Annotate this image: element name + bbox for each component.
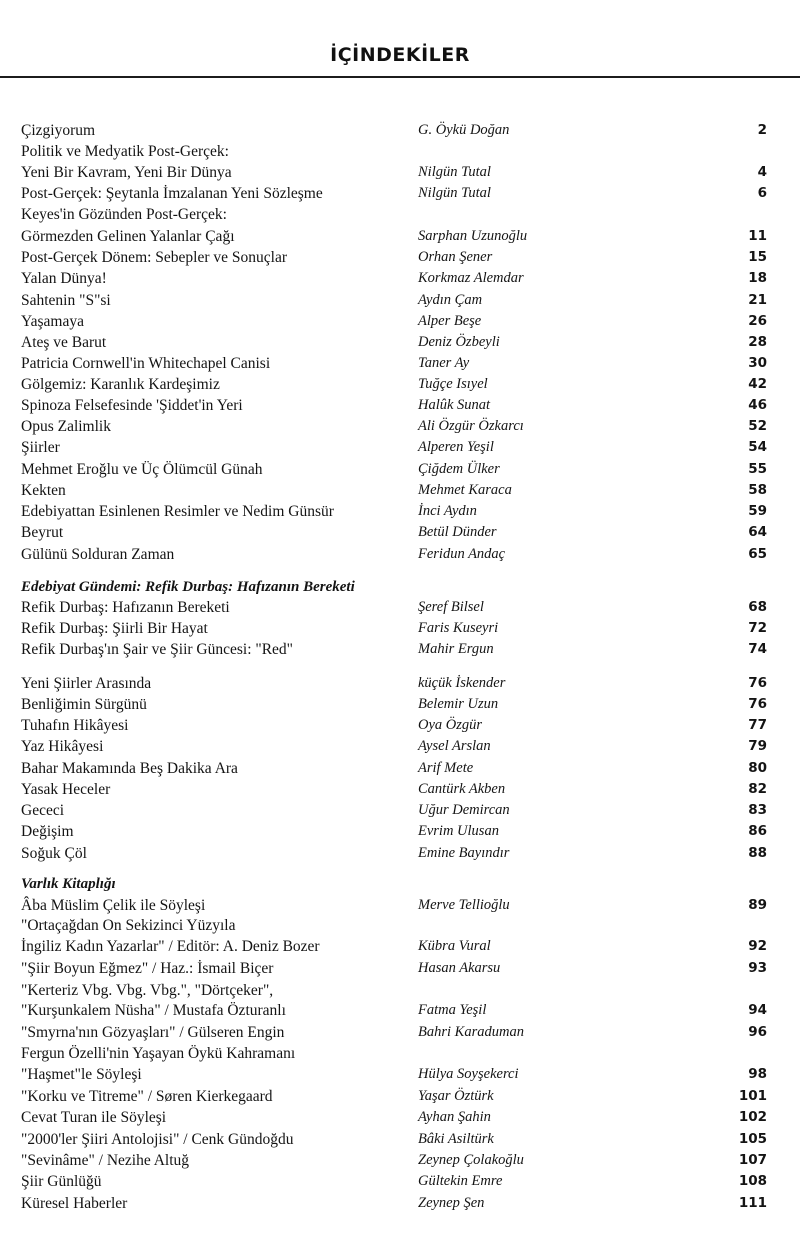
entry-page-number: 15 bbox=[748, 249, 767, 265]
entry-author: Fatma Yeşil bbox=[418, 1002, 487, 1018]
entry-page-number: 72 bbox=[748, 620, 767, 636]
toc-entry bbox=[0, 1022, 800, 1043]
entry-author: küçük İskender bbox=[418, 675, 506, 691]
entry-page-number: 105 bbox=[738, 1131, 767, 1147]
toc-entry bbox=[0, 758, 800, 779]
entry-author: Korkmaz Alemdar bbox=[418, 270, 524, 286]
entry-title: Benliğimin Sürgünü bbox=[21, 696, 147, 713]
entry-author: Belemir Uzun bbox=[418, 696, 499, 712]
entry-author: Alper Beşe bbox=[418, 313, 482, 329]
toc-entry bbox=[0, 736, 800, 757]
entry-title: Âba Müslim Çelik ile Söyleşi bbox=[21, 897, 206, 914]
toc-entry bbox=[0, 1129, 800, 1150]
entry-author: Hasan Akarsu bbox=[418, 960, 501, 976]
entry-title: Politik ve Medyatik Post-Gerçek: bbox=[21, 143, 229, 160]
entry-page-number: 64 bbox=[748, 524, 767, 540]
entry-title: Yaz Hikâyesi bbox=[21, 738, 104, 755]
entry-author: Ali Özgür Özkarcı bbox=[418, 418, 524, 434]
entry-page-number: 92 bbox=[748, 938, 767, 954]
entry-title: Fergun Özelli'nin Yaşayan Öykü Kahramanı bbox=[21, 1045, 296, 1062]
toc-entry bbox=[0, 1107, 800, 1128]
entry-title: "Kurşunkalem Nüsha" / Mustafa Özturanlı bbox=[21, 1002, 286, 1019]
entry-title: "Haşmet"le Söyleşi bbox=[21, 1066, 142, 1083]
entry-title: Mehmet Eroğlu ve Üç Ölümcül Günah bbox=[21, 461, 263, 478]
entry-title: Değişim bbox=[21, 823, 74, 840]
entry-page-number: 26 bbox=[748, 313, 767, 329]
entry-page-number: 76 bbox=[748, 675, 767, 691]
entry-page-number: 80 bbox=[748, 760, 767, 776]
entry-author: Sarphan Uzunoğlu bbox=[418, 228, 528, 244]
toc-entry bbox=[0, 226, 800, 247]
toc-entry bbox=[0, 1000, 800, 1021]
entry-author: Nilgün Tutal bbox=[418, 185, 491, 201]
entry-title: Spinoza Felsefesinde 'Şiddet'in Yeri bbox=[21, 397, 243, 414]
toc-entry bbox=[0, 915, 800, 936]
toc-entry bbox=[0, 353, 800, 374]
entry-page-number: 79 bbox=[748, 738, 767, 754]
entry-title: Beyrut bbox=[21, 524, 64, 541]
entry-title: Gececi bbox=[21, 802, 65, 819]
toc-entry bbox=[0, 800, 800, 821]
toc-entry bbox=[0, 673, 800, 694]
entry-page-number: 107 bbox=[738, 1152, 767, 1168]
entry-title: Refik Durbaş: Hafızanın Bereketi bbox=[21, 599, 230, 616]
entry-title: "2000'ler Şiiri Antolojisi" / Cenk Gündoğdu bbox=[21, 1131, 294, 1148]
entry-title: "Sevinâme" / Nezihe Altuğ bbox=[21, 1152, 190, 1169]
entry-author: Zeynep Çolakoğlu bbox=[418, 1152, 524, 1168]
entry-author: Taner Ay bbox=[418, 355, 470, 371]
toc-entry bbox=[0, 895, 800, 916]
entry-title: Küresel Haberler bbox=[21, 1195, 128, 1212]
toc-entry bbox=[0, 522, 800, 543]
entry-title: Sahtenin "S"si bbox=[21, 292, 111, 309]
entry-page-number: 28 bbox=[748, 334, 767, 350]
entry-author: Hülya Soyşekerci bbox=[418, 1066, 519, 1082]
toc-entry bbox=[0, 843, 800, 864]
entry-author: Mahir Ergun bbox=[418, 641, 494, 657]
toc-entry bbox=[0, 715, 800, 736]
entry-author: Emine Bayındır bbox=[418, 845, 510, 861]
entry-title: İngiliz Kadın Yazarlar" / Editör: A. Deniz Bozer bbox=[21, 938, 320, 955]
entry-page-number: 76 bbox=[748, 696, 767, 712]
toc-entry bbox=[0, 1086, 800, 1107]
entry-author: Zeynep Şen bbox=[418, 1195, 485, 1211]
toc-entry bbox=[0, 618, 800, 639]
entry-title: "Şiir Boyun Eğmez" / Haz.: İsmail Biçer bbox=[21, 960, 274, 977]
section-title: Varlık Kitaplığı bbox=[21, 876, 116, 892]
entry-page-number: 86 bbox=[748, 823, 767, 839]
toc-entry bbox=[0, 480, 800, 501]
entry-title: Refik Durbaş'ın Şair ve Şiir Güncesi: "Red" bbox=[21, 641, 294, 658]
toc-entry bbox=[0, 459, 800, 480]
toc-entry bbox=[0, 1171, 800, 1192]
entry-title: Soğuk Çöl bbox=[21, 845, 87, 862]
toc-entry bbox=[0, 204, 800, 225]
entry-title: Tuhafın Hikâyesi bbox=[21, 717, 129, 734]
entry-title: Yeni Şiirler Arasında bbox=[21, 675, 152, 692]
toc-entry bbox=[0, 437, 800, 458]
entry-title: Ateş ve Barut bbox=[21, 334, 107, 351]
entry-page-number: 88 bbox=[748, 845, 767, 861]
entry-title: Yeni Bir Kavram, Yeni Bir Dünya bbox=[21, 164, 232, 181]
entry-page-number: 30 bbox=[748, 355, 767, 371]
toc-entry bbox=[0, 247, 800, 268]
entry-page-number: 52 bbox=[748, 418, 767, 434]
entry-page-number: 58 bbox=[748, 482, 767, 498]
entry-title: Cevat Turan ile Söyleşi bbox=[21, 1109, 167, 1126]
entry-page-number: 46 bbox=[748, 397, 767, 413]
section-heading bbox=[0, 874, 800, 895]
entry-author: Mehmet Karaca bbox=[418, 482, 512, 498]
entry-title: "Korku ve Titreme" / Søren Kierkegaard bbox=[21, 1088, 273, 1105]
entry-author: Deniz Özbeyli bbox=[418, 334, 500, 350]
entry-page-number: 74 bbox=[748, 641, 767, 657]
entry-title: Yasak Heceler bbox=[21, 781, 111, 798]
entry-title: "Smyrna'nın Gözyaşları" / Gülseren Engin bbox=[21, 1024, 285, 1041]
entry-page-number: 89 bbox=[748, 897, 767, 913]
entry-title: Edebiyattan Esinlenen Resimler ve Nedim Günsür bbox=[21, 503, 334, 520]
entry-title: Şiirler bbox=[21, 439, 60, 456]
toc-entry bbox=[0, 958, 800, 979]
toc-entry bbox=[0, 501, 800, 522]
entry-page-number: 83 bbox=[748, 802, 767, 818]
entry-page-number: 96 bbox=[748, 1024, 767, 1040]
entry-author: Cantürk Akben bbox=[418, 781, 506, 797]
toc-entry bbox=[0, 311, 800, 332]
entry-page-number: 54 bbox=[748, 439, 767, 455]
entry-page-number: 111 bbox=[738, 1195, 767, 1211]
entry-page-number: 18 bbox=[748, 270, 767, 286]
entry-title: "Ortaçağdan On Sekizinci Yüzyıla bbox=[21, 917, 236, 934]
entry-author: Evrim Ulusan bbox=[418, 823, 499, 839]
toc-entry bbox=[0, 639, 800, 660]
entry-title: Post-Gerçek: Şeytanla İmzalanan Yeni Sözleşme bbox=[21, 185, 323, 202]
entry-author: Bâki Asiltürk bbox=[418, 1131, 494, 1147]
entry-author: İnci Aydın bbox=[418, 503, 477, 519]
entry-page-number: 6 bbox=[757, 185, 767, 201]
entry-page-number: 77 bbox=[748, 717, 767, 733]
entry-title: "Kerteriz Vbg. Vbg. Vbg.", "Dörtçeker", bbox=[21, 982, 274, 999]
toc-entry bbox=[0, 162, 800, 183]
entry-page-number: 4 bbox=[757, 164, 767, 180]
entry-author: Nilgün Tutal bbox=[418, 164, 491, 180]
entry-title: Çizgiyorum bbox=[21, 122, 96, 139]
entry-author: Yaşar Öztürk bbox=[418, 1088, 494, 1104]
entry-page-number: 42 bbox=[748, 376, 767, 392]
toc-entry bbox=[0, 936, 800, 957]
toc-entry bbox=[0, 120, 800, 141]
entry-title: Yalan Dünya! bbox=[21, 270, 107, 287]
entry-author: G. Öykü Doğan bbox=[418, 122, 510, 138]
entry-author: Çiğdem Ülker bbox=[418, 461, 500, 477]
entry-title: Şiir Günlüğü bbox=[21, 1173, 102, 1190]
toc-entry bbox=[0, 1193, 800, 1214]
entry-page-number: 68 bbox=[748, 599, 767, 615]
section-heading bbox=[0, 577, 800, 598]
entry-page-number: 82 bbox=[748, 781, 767, 797]
toc-entry bbox=[0, 821, 800, 842]
toc-entry bbox=[0, 1064, 800, 1085]
entry-author: Betül Dünder bbox=[418, 524, 497, 540]
toc-entry bbox=[0, 1043, 800, 1064]
entry-author: Bahri Karaduman bbox=[418, 1024, 524, 1040]
entry-page-number: 93 bbox=[748, 960, 767, 976]
entry-title: Keyes'in Gözünden Post-Gerçek: bbox=[21, 206, 227, 223]
toc-entry bbox=[0, 332, 800, 353]
entry-author: Şeref Bilsel bbox=[418, 599, 484, 615]
entry-author: Kübra Vural bbox=[418, 938, 491, 954]
entry-title: Gölgemiz: Karanlık Kardeşimiz bbox=[21, 376, 220, 393]
entry-author: Alperen Yeşil bbox=[418, 439, 494, 455]
entry-title: Patricia Cornwell'in Whitechapel Canisi bbox=[21, 355, 271, 372]
page-title: İÇİNDEKİLER bbox=[330, 44, 470, 66]
entry-title: Refik Durbaş: Şiirli Bir Hayat bbox=[21, 620, 208, 637]
toc-entry bbox=[0, 779, 800, 800]
entry-page-number: 11 bbox=[748, 228, 767, 244]
entry-page-number: 55 bbox=[748, 461, 767, 477]
entry-author: Faris Kuseyri bbox=[418, 620, 499, 636]
entry-title: Opus Zalimlik bbox=[21, 418, 111, 435]
entry-page-number: 59 bbox=[748, 503, 767, 519]
toc-entry bbox=[0, 395, 800, 416]
entry-page-number: 94 bbox=[748, 1002, 767, 1018]
entry-author: Gültekin Emre bbox=[418, 1173, 503, 1189]
entry-author: Orhan Şener bbox=[418, 249, 493, 265]
toc-entry bbox=[0, 1150, 800, 1171]
entry-author: Tuğçe Isıyel bbox=[418, 376, 488, 392]
entry-author: Aydın Çam bbox=[418, 292, 483, 308]
toc-entry bbox=[0, 374, 800, 395]
entry-page-number: 102 bbox=[738, 1109, 767, 1125]
entry-page-number: 2 bbox=[757, 122, 767, 138]
entry-page-number: 65 bbox=[748, 546, 767, 562]
entry-page-number: 101 bbox=[738, 1088, 767, 1104]
toc-entry bbox=[0, 980, 800, 1001]
entry-author: Feridun Andaç bbox=[418, 546, 506, 562]
entry-title: Yaşamaya bbox=[21, 313, 84, 330]
entry-title: Bahar Makamında Beş Dakika Ara bbox=[21, 760, 238, 777]
entry-title: Görmezden Gelinen Yalanlar Çağı bbox=[21, 228, 235, 245]
entry-page-number: 98 bbox=[748, 1066, 767, 1082]
entry-author: Oya Özgür bbox=[418, 717, 483, 733]
toc-entry bbox=[0, 416, 800, 437]
entry-author: Uğur Demircan bbox=[418, 802, 510, 818]
entry-title: Kekten bbox=[21, 482, 66, 499]
toc-entry bbox=[0, 268, 800, 289]
section-title: Edebiyat Gündemi: Refik Durbaş: Hafızanın Bereketi bbox=[21, 579, 355, 595]
toc-entry bbox=[0, 597, 800, 618]
entry-page-number: 21 bbox=[748, 292, 767, 308]
entry-author: Merve Tellioğlu bbox=[418, 897, 510, 913]
entry-page-number: 108 bbox=[738, 1173, 767, 1189]
toc-entry bbox=[0, 183, 800, 204]
entry-title: Post-Gerçek Dönem: Sebepler ve Sonuçlar bbox=[21, 249, 288, 266]
entry-author: Halûk Sunat bbox=[418, 397, 491, 413]
toc-entry bbox=[0, 290, 800, 311]
toc-entry bbox=[0, 694, 800, 715]
entry-author: Ayhan Şahin bbox=[418, 1109, 491, 1125]
entry-title: Gülünü Solduran Zaman bbox=[21, 546, 175, 563]
toc-entry bbox=[0, 544, 800, 565]
toc-entry bbox=[0, 141, 800, 162]
entry-author: Aysel Arslan bbox=[418, 738, 491, 754]
entry-author: Arif Mete bbox=[418, 760, 474, 776]
